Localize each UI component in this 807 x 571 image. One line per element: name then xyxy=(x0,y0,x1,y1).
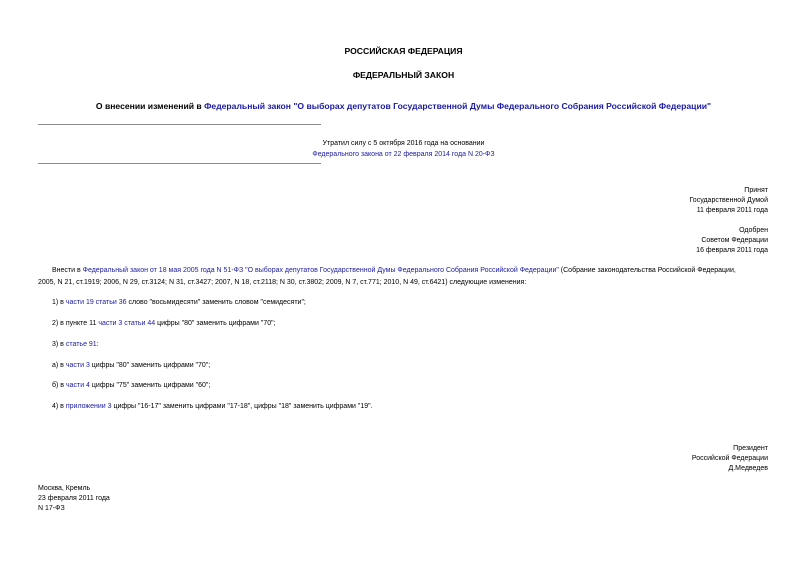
separator-top xyxy=(38,124,321,125)
item-2-prefix: 2) в пункте 11 xyxy=(52,320,99,327)
item-3a-suffix: цифры "80" заменить цифрами "70"; xyxy=(89,362,211,369)
item-3a xyxy=(52,361,210,371)
item-3-suffix: : xyxy=(96,341,99,348)
item-2 xyxy=(52,319,276,329)
item-4-suffix: цифры "16-17" заменить цифрами "17-18", цифры "18" заменить цифрами "19". xyxy=(111,403,373,410)
approved-line2: Советом Федерации xyxy=(701,237,768,244)
item-4-link[interactable]: приложении 3 xyxy=(65,403,112,410)
approved-block xyxy=(696,226,768,256)
approved-line1: Одобрен xyxy=(739,227,768,234)
signature-line3: Д.Медведев xyxy=(728,465,768,472)
item-3b-suffix: цифры "75" заменить цифрами "60"; xyxy=(89,382,211,389)
country-heading: РОССИЙСКАЯ ФЕДЕРАЦИЯ xyxy=(344,46,463,56)
repeal-law-link[interactable]: Федерального закона от 22 февраля 2014 года N 20-ФЗ xyxy=(312,151,495,158)
separator-bottom xyxy=(38,163,321,164)
signature-block xyxy=(692,444,768,474)
footer-block xyxy=(38,484,110,514)
adopted-line2: Государственной Думой xyxy=(689,197,768,204)
signature-line2: Российской Федерации xyxy=(691,455,768,462)
document-title xyxy=(0,101,807,111)
item-3-prefix: 3) в xyxy=(52,341,66,348)
intro-law-title-link[interactable]: "О выборах депутатов Государственной Думы Федерального Собрания Российской Федерации" xyxy=(245,267,559,274)
item-3b-link[interactable]: части 4 xyxy=(65,382,90,389)
intro-law-link[interactable]: Федеральный закон от 18 мая 2005 года N 51-ФЗ xyxy=(82,267,244,274)
item-1-suffix: слово "восьмидесяти" заменить словом "семидесяти"; xyxy=(126,299,306,306)
item-3 xyxy=(52,340,99,350)
footer-number: N 17-ФЗ xyxy=(38,505,65,512)
adopted-line1: Принят xyxy=(744,187,768,194)
item-3a-prefix: а) в xyxy=(52,362,66,369)
intro-paragraph-line2: 2005, N 21, ст.1919; 2006, N 29, ст.3124; N 31, ст.3427; 2007, N 18, ст.2118; N 30, ст.3802; 2009, N 7, ст.771; 2010, N 49, ст.6421) следующие изменения: xyxy=(38,279,527,286)
item-3b xyxy=(52,381,210,391)
signature-line1: Президент xyxy=(733,445,768,452)
item-1 xyxy=(52,298,306,308)
item-3a-link[interactable]: части 3 xyxy=(65,362,90,369)
item-2-suffix: цифры "80" заменить цифрами "70"; xyxy=(155,320,276,327)
item-1-prefix: 1) в xyxy=(52,299,66,306)
intro-paragraph-line1 xyxy=(52,266,736,276)
item-4 xyxy=(52,402,373,412)
status-note-line1: Утратил силу с 5 октября 2016 года на основании xyxy=(322,140,485,147)
intro-prefix: Внести в xyxy=(52,267,83,274)
doc-type-heading: ФЕДЕРАЛЬНЫЙ ЗАКОН xyxy=(352,70,455,80)
title-law-link[interactable]: Федеральный закон "О выборах депутатов Государственной Думы Федерального Собрания Российской Федерации" xyxy=(204,101,712,111)
title-prefix: О внесении изменений в xyxy=(95,101,205,111)
item-4-prefix: 4) в xyxy=(52,403,66,410)
approved-line3: 16 февраля 2011 года xyxy=(696,247,768,254)
footer-place: Москва, Кремль xyxy=(38,485,91,492)
item-3b-prefix: б) в xyxy=(52,382,66,389)
item-1-link[interactable]: части 19 статьи 36 xyxy=(65,299,127,306)
status-note-line2 xyxy=(200,150,607,160)
footer-date: 23 февраля 2011 года xyxy=(38,495,110,502)
adopted-block xyxy=(689,186,768,216)
item-3-link[interactable]: статье 91 xyxy=(65,341,97,348)
intro-suffix: (Собрание законодательства Российской Федерации, xyxy=(558,267,736,274)
adopted-line3: 11 февраля 2011 года xyxy=(696,207,768,214)
item-2-link[interactable]: части 3 статьи 44 xyxy=(98,320,156,327)
